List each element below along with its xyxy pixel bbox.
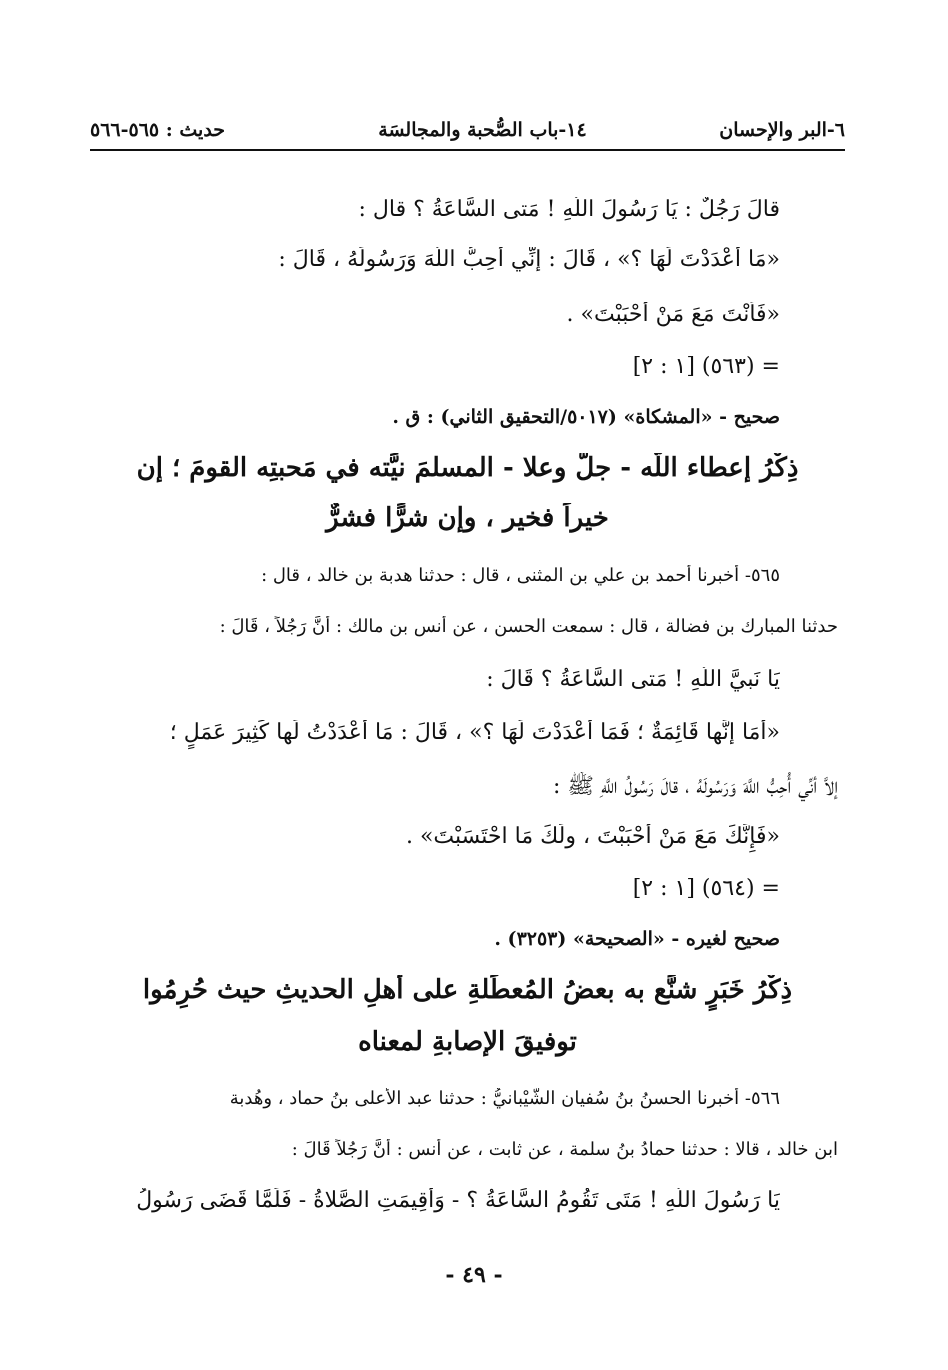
hadith-range: حديث : ٥٦٥-٥٦٦ — [90, 119, 226, 141]
book-title: ٦-البر والإحسان — [719, 119, 845, 141]
isnad-line: ٥٦٥- أخبرنا أحمد بن علي بن المثنى ، قال : حدثنا هدبة بن خالد ، قال : — [261, 565, 780, 586]
chapter-title: ١٤-باب الصُّحبة والمجالسَة — [378, 119, 587, 141]
text-line: يَا نَبيَّ اللَّهِ ! مَتى السَّاعَةُ ؟ قَالَ : — [486, 667, 780, 692]
text-line: إلاَّ أنِّي أُحِبُّ اللَّهَ وَرَسُولَهُ ، قالَ رَسُولُ اللَّهِ ﷺ : — [553, 774, 838, 799]
hadith-reference: = (٥٦٤) [١ : ٢] — [632, 876, 780, 901]
text-line: يَا رَسُولَ اللَّهِ ! مَتَى تَقُومُ السَّاعَةُ ؟ - وَأُقِيمَتِ الصَّلاةُ - فَلَمَّا قَضَى رَسُولُ — [136, 1188, 780, 1213]
section-heading: خيراً فخير ، وإن شرًّا فشرٌّ — [326, 503, 609, 533]
text-line: «فَإِنَّكَ مَعَ مَنْ أَحْبَبْتَ ، ولَكَ مَا احْتَسَبْتَ» . — [405, 824, 780, 849]
section-heading: ذِكْرُ إعطاء اللَّه - جلَّ وعلا - المسلمَ نيَّته في مَحبتِه القومَ ؛ إن — [136, 453, 799, 483]
page-number: - ٤٩ - — [445, 1262, 503, 1288]
section-heading: ذِكْرُ خَبَرٍ شنَّع به بعضُ المُعطِّلةِ على أهلِ الحديثِ حيث حُرِمُوا — [142, 975, 793, 1005]
isnad-line: ابن خالد ، قالا : حدثنا حمادُ بنُ سلمة ، عن ثابت ، عن أنس : أنَّ رَجُلاً قَالَ : — [291, 1139, 838, 1160]
grade-line: صحيح - «المشكاة» (٥٠١٧/التحقيق الثاني) : ق . — [392, 406, 780, 428]
section-heading: توفيقَ الإصابةِ لمعناه — [358, 1027, 577, 1057]
text-line: «أَمَا إنَّها قَائِمَةٌ ؛ فَمَا أَعْدَدْتَ لَهَا ؟» ، قَالَ : مَا أَعْدَدْتُ لَها كَثِيرَ عَمَلٍ ؛ — [169, 720, 780, 745]
isnad-line: ٥٦٦- أخبرنا الحسنُ بنُ سُفيان الشَّيْبانيُّ : حدثنا عبد الأعلى بنُ حماد ، وهُدبة — [229, 1088, 780, 1109]
header-divider — [90, 149, 845, 151]
grade-line: صحيح لغيره - «الصحيحة» (٣٢٥٣) . — [494, 928, 780, 950]
page-header — [90, 112, 845, 148]
text-line: «مَا أَعْدَدْتَ لَهَا ؟» ، قَالَ : إنِّي أُحِبُّ اللَّهَ وَرَسُولَهُ ، قَالَ : — [278, 247, 780, 272]
hadith-reference: = (٥٦٣) [١ : ٢] — [632, 354, 780, 379]
isnad-line: حدثنا المبارك بن فضالة ، قال : سمعت الحسن ، عن أنس بن مالك : أنَّ رَجُلاً ، قَالَ : — [219, 616, 838, 637]
text-line: «فَأَنْتَ مَعَ مَنْ أَحْبَبْتَ» . — [566, 302, 780, 327]
text-line: قالَ رَجُلٌ : يَا رَسُولَ اللَّهِ ! مَتى السَّاعَةُ ؟ قال : — [358, 197, 780, 222]
